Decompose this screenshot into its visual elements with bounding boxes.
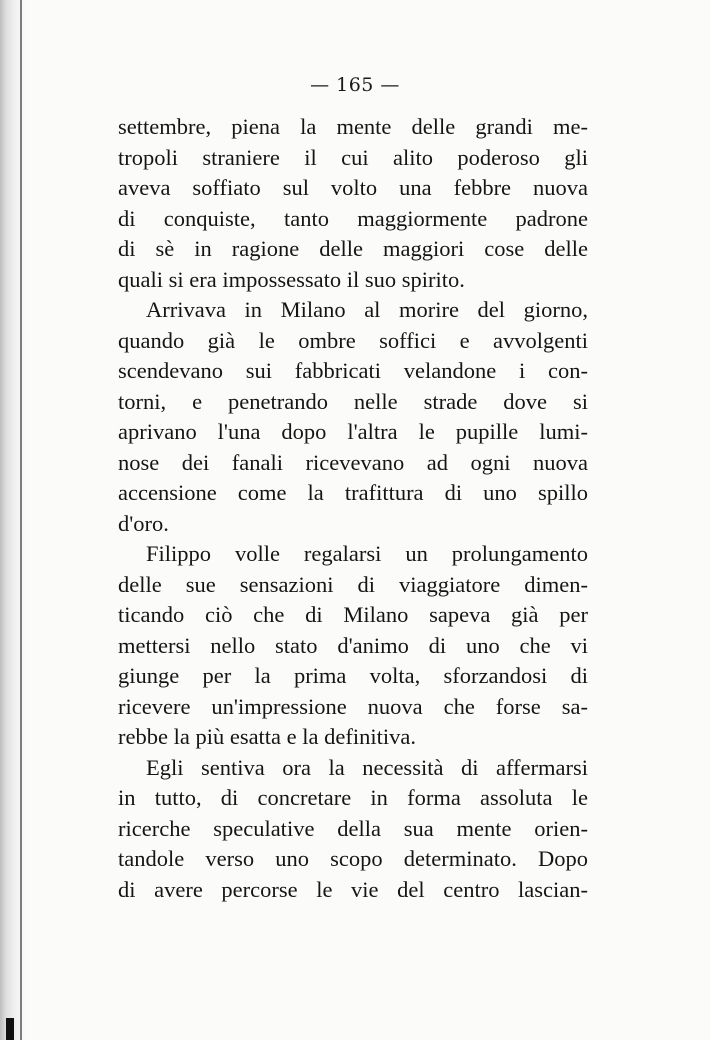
text-line: Filippo volle regalarsi un prolungamento — [146, 541, 588, 566]
paragraph — [118, 539, 588, 753]
text-line: di sè in ragione delle maggiori cose delle — [118, 236, 588, 261]
text-line: aveva soffiato sul volto una febbre nuova — [118, 175, 588, 200]
page-binding-edge — [20, 0, 22, 1040]
body-text — [118, 112, 588, 905]
text-line: aprivano l'una dopo l'altra le pupille lumi- — [118, 419, 588, 444]
paragraph — [118, 753, 588, 906]
text-line: tropoli straniere il cui alito poderoso gli — [118, 144, 588, 170]
text-line: torni, e penetrando nelle strade dove si — [118, 388, 588, 414]
text-line: quali si era impossessato il suo spirito. — [118, 266, 465, 292]
text-line: di conquiste, tanto maggiormente padrone — [118, 205, 588, 231]
page-number: — 165 — — [310, 74, 400, 96]
text-line: di avere percorse le vie del centro lascian- — [118, 876, 588, 902]
text-line: nose dei fanali ricevevano ad ogni nuova — [118, 449, 588, 475]
text-line: accensione come la trafittura di uno spillo — [118, 480, 588, 505]
text-line: delle sue sensazioni di viaggiatore dimen- — [118, 571, 588, 597]
text-line: tandole verso uno scopo determinato. Dopo — [118, 846, 588, 871]
paragraph — [118, 112, 588, 295]
text-line: ricerche speculative della sua mente orien- — [118, 815, 588, 841]
text-line: rebbe la più esatta e la definitiva. — [118, 724, 416, 749]
text-line: in tutto, di concretare in forma assoluta le — [118, 785, 588, 810]
text-line: mettersi nello stato d'animo di uno che vi — [118, 632, 588, 658]
text-line: giunge per la prima volta, sforzandosi di — [118, 663, 588, 688]
text-line: Arrivava in Milano al morire del giorno, — [146, 297, 588, 322]
text-line: scendevano sui fabbricati velandone i con- — [118, 358, 588, 383]
text-line: d'oro. — [118, 510, 169, 536]
text-line: quando già le ombre soffici e avvolgenti — [118, 327, 588, 353]
text-line: settembre, piena la mente delle grandi me- — [118, 114, 588, 139]
text-line: ticando ciò che di Milano sapeva già per — [118, 602, 588, 627]
text-line: Egli sentiva ora la necessità di affermarsi — [146, 754, 588, 780]
paragraph — [118, 295, 588, 539]
text-line: ricevere un'impressione nuova che forse sa- — [118, 693, 588, 719]
page-gutter-shadow — [0, 0, 26, 1040]
scan-edge-mark — [6, 1018, 14, 1040]
